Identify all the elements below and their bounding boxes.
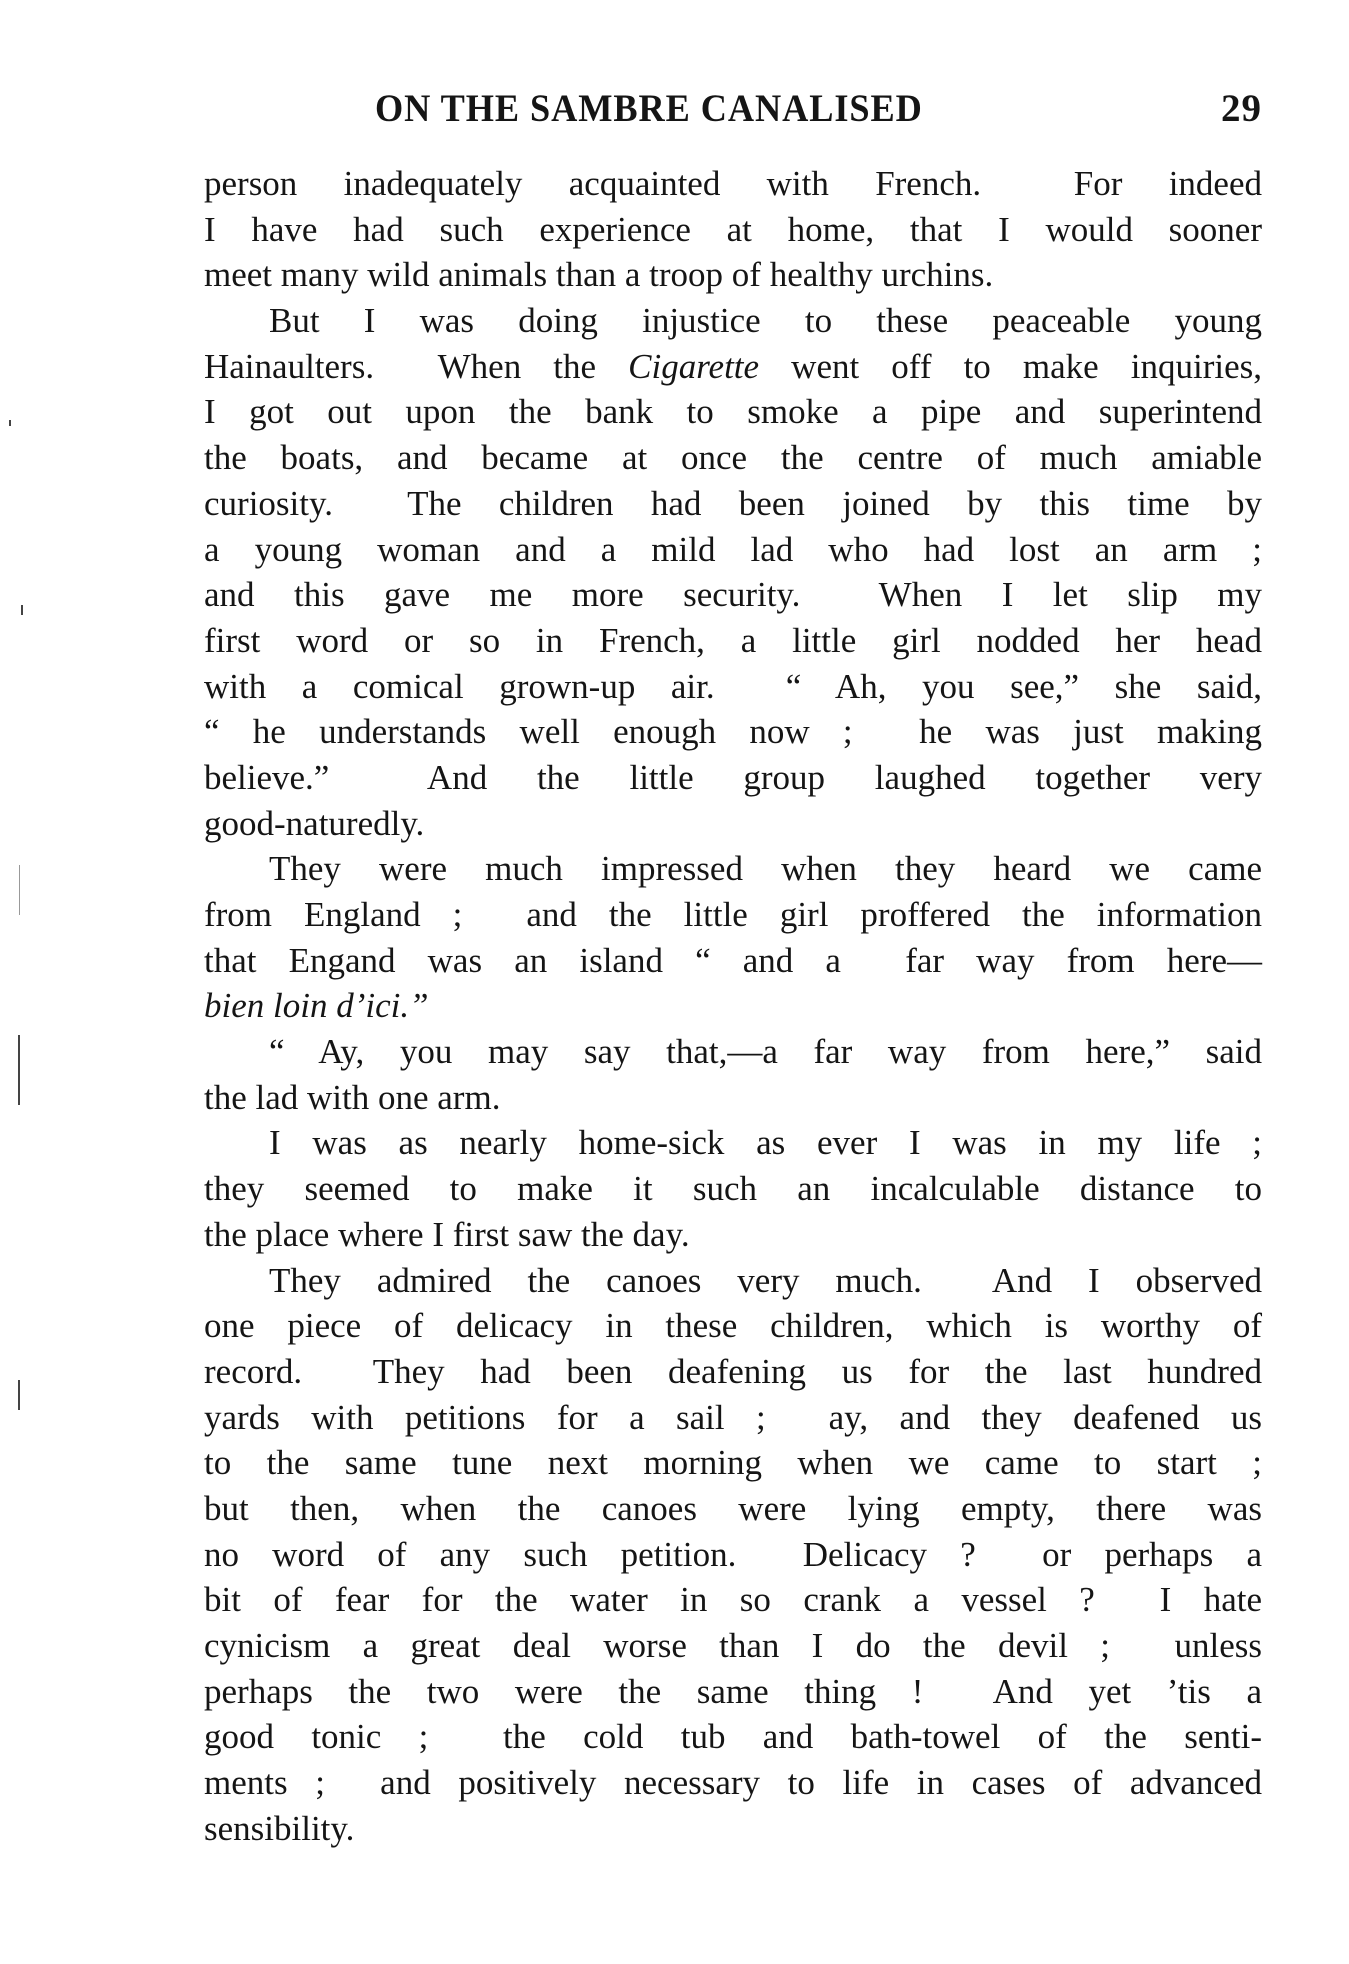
text-line	[204, 892, 1262, 938]
line-text: they seemed to make it such an incalculable distance to	[204, 1169, 1262, 1209]
text-line	[204, 1120, 1262, 1166]
line-text: to the same tune next morning when we came to start ;	[204, 1443, 1262, 1483]
text-line	[204, 1303, 1262, 1349]
text-line	[204, 1395, 1262, 1441]
line-text: “ he understands well enough now ; he was just making	[204, 712, 1262, 752]
text-line	[204, 1212, 1262, 1258]
text-line	[204, 1532, 1262, 1578]
text-line	[204, 298, 1262, 344]
running-header	[375, 86, 1262, 134]
line-text: “ Ay, you may say that,—a far way from here,” said	[269, 1032, 1262, 1072]
line-text: from England ; and the little girl proffered the information	[204, 895, 1262, 934]
text-line	[204, 1669, 1262, 1715]
text-line	[204, 572, 1262, 618]
line-text: person inadequately acquainted with French. For indeed	[204, 164, 1262, 203]
line-text: went off to make inquiries,	[759, 346, 1263, 386]
line-text: I have had such experience at home, that I would sooner	[204, 209, 1262, 249]
line-text: But I was doing injustice to these peaceable young	[269, 301, 1262, 341]
line-text: first word or so in French, a little girl nodded her head	[204, 620, 1262, 660]
margin-speck	[18, 1380, 20, 1410]
text-line	[204, 709, 1262, 755]
text-line	[204, 1760, 1262, 1806]
text-line	[204, 527, 1262, 573]
text-line	[204, 755, 1262, 801]
text-line	[204, 161, 1262, 207]
page-number: 29	[1221, 87, 1262, 130]
text-line	[204, 389, 1262, 435]
text-line	[204, 1075, 1262, 1121]
line-text: no word of any such petition. Delicacy ? or perhaps a	[204, 1534, 1262, 1574]
text-line	[204, 1486, 1262, 1532]
text-line	[204, 846, 1262, 892]
margin-speck	[21, 605, 23, 615]
line-text: the lad with one arm.	[204, 1077, 501, 1117]
line-text: a young woman and a mild lad who had lost an arm ;	[204, 529, 1262, 569]
text-line	[204, 938, 1262, 984]
line-text: They admired the canoes very much. And I observed	[269, 1260, 1262, 1300]
text-line	[204, 1440, 1262, 1486]
italic-text: Cigarette	[628, 346, 760, 386]
text-line	[204, 983, 1262, 1029]
text-line	[204, 207, 1262, 253]
text-line	[204, 1349, 1262, 1395]
margin-speck	[9, 420, 11, 426]
text-line	[204, 664, 1262, 710]
line-text: bit of fear for the water in so crank a vessel ? I hate	[204, 1580, 1262, 1620]
line-text: believe.” And the little group laughed together very	[204, 757, 1262, 797]
body-text	[204, 161, 1262, 1851]
line-text: I was as nearly home-sick as ever I was in my life ;	[269, 1123, 1262, 1163]
line-text: meet many wild animals than a troop of healthy urchins.	[204, 255, 994, 295]
text-line	[204, 1029, 1262, 1075]
line-text: the place where I first saw the day.	[204, 1214, 690, 1254]
line-text: one piece of delicacy in these children, which is worthy of	[204, 1306, 1262, 1346]
text-line	[204, 1714, 1262, 1760]
running-title: ON THE SAMBRE CANALISED	[375, 87, 923, 130]
line-text: the boats, and became at once the centre of much amiable	[204, 438, 1262, 478]
text-line	[204, 481, 1262, 527]
line-text: Hainaulters. When the	[204, 346, 629, 386]
line-text: and this gave me more security. When I let slip my	[204, 575, 1262, 615]
line-text: good tonic ; the cold tub and bath-towel of the senti-	[204, 1717, 1262, 1757]
line-text: sensibility.	[204, 1808, 355, 1848]
text-line	[204, 435, 1262, 481]
line-text: They were much impressed when they heard we came	[269, 849, 1262, 889]
line-text: that Engand was an island “ and a far way from here—	[204, 940, 1262, 980]
text-line	[204, 1623, 1262, 1669]
text-line	[204, 1577, 1262, 1623]
margin-speck	[19, 865, 20, 915]
line-text: curiosity. The children had been joined by this time by	[204, 483, 1262, 523]
line-text: good-naturedly.	[204, 803, 425, 843]
text-line	[204, 344, 1262, 390]
line-text: I got out upon the bank to smoke a pipe and superintend	[204, 392, 1262, 432]
text-line	[204, 252, 1262, 298]
line-text: cynicism a great deal worse than I do the devil ; unless	[204, 1626, 1262, 1665]
line-text: with a comical grown-up air. “ Ah, you see,” she said,	[204, 666, 1262, 706]
text-line	[204, 1258, 1262, 1304]
line-text: perhaps the two were the same thing ! And yet ’tis a	[204, 1671, 1262, 1711]
italic-text: bien loin d’ici.”	[204, 986, 429, 1026]
text-line	[204, 801, 1262, 847]
margin-speck	[18, 1035, 20, 1105]
line-text: yards with petitions for a sail ; ay, and they deafened us	[204, 1397, 1262, 1437]
line-text: record. They had been deafening us for the last hundred	[204, 1351, 1262, 1391]
line-text: ments ; and positively necessary to life in cases of advanced	[204, 1763, 1262, 1803]
text-line	[204, 1166, 1262, 1212]
text-line	[204, 618, 1262, 664]
line-text: but then, when the canoes were lying empty, there was	[204, 1488, 1262, 1528]
text-line	[204, 1806, 1262, 1852]
